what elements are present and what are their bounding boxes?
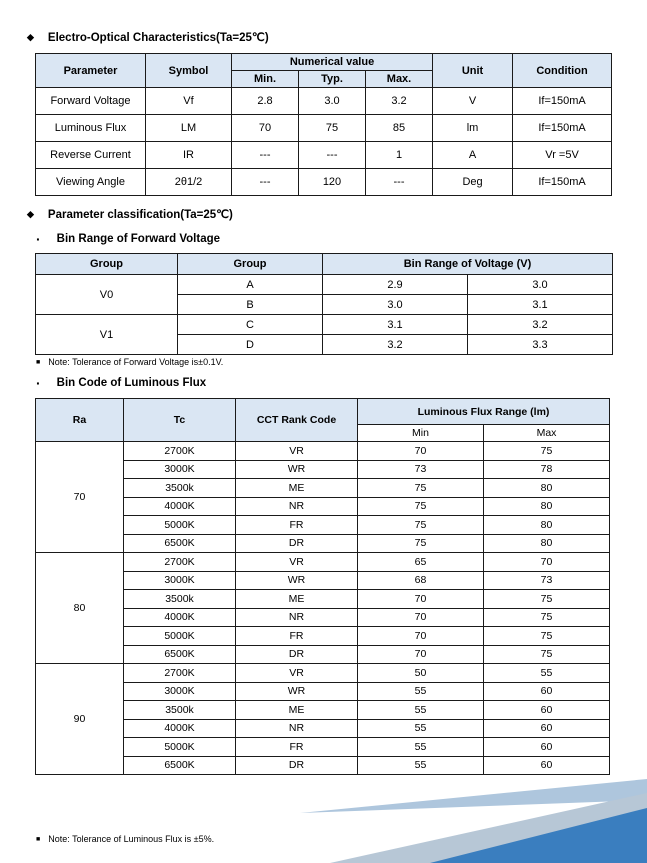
flux-min-cell: 75 [358,516,484,535]
voltage-high-cell: 3.3 [468,335,613,355]
flux-min-cell: 75 [358,479,484,498]
table-row [36,553,610,572]
flux-min-cell: 70 [358,645,484,664]
table-header-row [36,54,612,71]
section-parameter-classification-title: Parameter classification(Ta=25℃) [47,209,233,221]
min-cell: --- [232,142,299,169]
cct-code-cell: FR [236,627,358,646]
flux-min-cell: 70 [358,627,484,646]
parameter-cell: Reverse Current [36,142,146,169]
header-unit: Unit [433,54,513,88]
cct-code-cell: WR [236,571,358,590]
table-row [36,169,612,196]
min-cell: 70 [232,115,299,142]
flux-min-cell: 70 [358,442,484,461]
cct-code-cell: DR [236,645,358,664]
flux-max-cell: 75 [484,442,610,461]
flux-min-cell: 55 [358,738,484,757]
header-luminous-flux-range: Luminous Flux Range (lm) [358,399,610,425]
cct-code-cell: VR [236,553,358,572]
cct-code-cell: DR [236,756,358,775]
header-numerical-value: Numerical value [232,54,433,71]
tc-cell: 4000K [124,719,236,738]
cct-code-cell: VR [236,442,358,461]
tc-cell: 3500k [124,701,236,720]
typ-cell: 75 [299,115,366,142]
square-bullet-icon: ■ [36,358,41,366]
bin-range-forward-voltage-title: Bin Range of Forward Voltage [56,233,221,245]
header-symbol: Symbol [146,54,232,88]
flux-max-cell: 55 [484,664,610,683]
flux-max-cell: 80 [484,479,610,498]
tc-cell: 6500K [124,756,236,775]
parameter-cell: Forward Voltage [36,88,146,115]
luminous-flux-tolerance-note [36,834,214,844]
subgroup-cell: C [178,315,323,335]
header-cct-rank-code: CCT Rank Code [236,399,358,442]
flux-max-cell: 60 [484,719,610,738]
header-min: Min [358,425,484,442]
unit-cell: lm [433,115,513,142]
tc-cell: 6500K [124,534,236,553]
flux-max-cell: 75 [484,645,610,664]
dot-bullet-icon: · [36,231,41,247]
cct-code-cell: VR [236,664,358,683]
table-row [36,88,612,115]
section-parameter-classification-heading [27,207,233,221]
ra-cell: 70 [36,442,124,553]
flux-max-cell: 70 [484,553,610,572]
flux-max-cell: 80 [484,497,610,516]
parameter-cell: Viewing Angle [36,169,146,196]
section-electro-optical-title: Electro-Optical Characteristics(Ta=25℃) [47,32,269,44]
voltage-high-cell: 3.0 [468,275,613,295]
tc-cell: 5000K [124,738,236,757]
header-group-2: Group [178,254,323,275]
diamond-bullet-icon: ◆ [27,208,34,219]
note-text: Note: Tolerance of Forward Voltage is±0.1V. [48,357,224,367]
max-cell: 1 [366,142,433,169]
tc-cell: 2700K [124,664,236,683]
flux-max-cell: 60 [484,701,610,720]
table-row [36,664,610,683]
dot-bullet-icon: · [36,375,41,391]
symbol-cell: Vf [146,88,232,115]
bin-code-luminous-flux-title: Bin Code of Luminous Flux [56,377,207,389]
flux-min-cell: 75 [358,534,484,553]
header-tc: Tc [124,399,236,442]
voltage-high-cell: 3.1 [468,295,613,315]
tc-cell: 3000K [124,460,236,479]
electro-optical-table [35,53,612,196]
cct-code-cell: ME [236,701,358,720]
flux-max-cell: 60 [484,756,610,775]
tc-cell: 4000K [124,497,236,516]
tc-cell: 5000K [124,516,236,535]
subgroup-cell: A [178,275,323,295]
subgroup-cell: D [178,335,323,355]
table-row [36,142,612,169]
tc-cell: 3500k [124,590,236,609]
unit-cell: A [433,142,513,169]
max-cell: --- [366,169,433,196]
cct-code-cell: FR [236,516,358,535]
typ-cell: 3.0 [299,88,366,115]
header-condition: Condition [513,54,612,88]
tc-cell: 2700K [124,442,236,461]
condition-cell: If=150mA [513,169,612,196]
flux-min-cell: 70 [358,590,484,609]
min-cell: --- [232,169,299,196]
voltage-low-cell: 3.0 [323,295,468,315]
flux-max-cell: 80 [484,516,610,535]
header-typ: Typ. [299,71,366,88]
typ-cell: 120 [299,169,366,196]
flux-min-cell: 73 [358,460,484,479]
flux-max-cell: 75 [484,608,610,627]
note-text: Note: Tolerance of Luminous Flux is ±5%. [48,834,215,844]
flux-min-cell: 55 [358,701,484,720]
flux-max-cell: 75 [484,590,610,609]
header-min: Min. [232,71,299,88]
bin-code-luminous-flux-heading [36,375,206,391]
flux-max-cell: 80 [484,534,610,553]
bin-flux-table [35,398,610,775]
flux-min-cell: 50 [358,664,484,683]
tc-cell: 4000K [124,608,236,627]
max-cell: 85 [366,115,433,142]
voltage-low-cell: 3.1 [323,315,468,335]
flux-min-cell: 55 [358,682,484,701]
ra-cell: 80 [36,553,124,664]
tc-cell: 5000K [124,627,236,646]
ra-cell: 90 [36,664,124,775]
tc-cell: 3000K [124,682,236,701]
header-max: Max. [366,71,433,88]
header-bin-range-voltage: Bin Range of Voltage (V) [323,254,613,275]
flux-max-cell: 60 [484,738,610,757]
cct-code-cell: ME [236,590,358,609]
group-name-cell: V1 [36,315,178,355]
table-row [36,442,610,461]
flux-max-cell: 78 [484,460,610,479]
condition-cell: If=150mA [513,115,612,142]
diamond-bullet-icon: ◆ [27,31,34,42]
parameter-cell: Luminous Flux [36,115,146,142]
tc-cell: 2700K [124,553,236,572]
cct-code-cell: WR [236,460,358,479]
flux-min-cell: 55 [358,719,484,738]
voltage-low-cell: 2.9 [323,275,468,295]
tc-cell: 6500K [124,645,236,664]
bin-voltage-table [35,253,613,355]
tc-cell: 3000K [124,571,236,590]
cct-code-cell: WR [236,682,358,701]
forward-voltage-tolerance-note [36,357,223,367]
group-name-cell: V0 [36,275,178,315]
table-header-row [36,399,610,425]
flux-min-cell: 55 [358,756,484,775]
voltage-high-cell: 3.2 [468,315,613,335]
unit-cell: V [433,88,513,115]
subgroup-cell: B [178,295,323,315]
cct-code-cell: DR [236,534,358,553]
symbol-cell: LM [146,115,232,142]
table-row [36,315,613,335]
voltage-low-cell: 3.2 [323,335,468,355]
table-header-row [36,254,613,275]
condition-cell: If=150mA [513,88,612,115]
header-ra: Ra [36,399,124,442]
typ-cell: --- [299,142,366,169]
flux-min-cell: 75 [358,497,484,516]
square-bullet-icon: ■ [36,835,41,843]
bin-range-forward-voltage-heading [36,231,220,247]
cct-code-cell: FR [236,738,358,757]
cct-code-cell: NR [236,497,358,516]
flux-min-cell: 70 [358,608,484,627]
tc-cell: 3500k [124,479,236,498]
flux-min-cell: 68 [358,571,484,590]
flux-max-cell: 73 [484,571,610,590]
flux-max-cell: 60 [484,682,610,701]
symbol-cell: 2θ1/2 [146,169,232,196]
min-cell: 2.8 [232,88,299,115]
cct-code-cell: NR [236,719,358,738]
flux-max-cell: 75 [484,627,610,646]
unit-cell: Deg [433,169,513,196]
condition-cell: Vr =5V [513,142,612,169]
table-row [36,115,612,142]
header-group-1: Group [36,254,178,275]
cct-code-cell: NR [236,608,358,627]
header-parameter: Parameter [36,54,146,88]
max-cell: 3.2 [366,88,433,115]
section-electro-optical-heading [27,30,269,44]
flux-min-cell: 65 [358,553,484,572]
header-max: Max [484,425,610,442]
table-row [36,275,613,295]
cct-code-cell: ME [236,479,358,498]
symbol-cell: IR [146,142,232,169]
